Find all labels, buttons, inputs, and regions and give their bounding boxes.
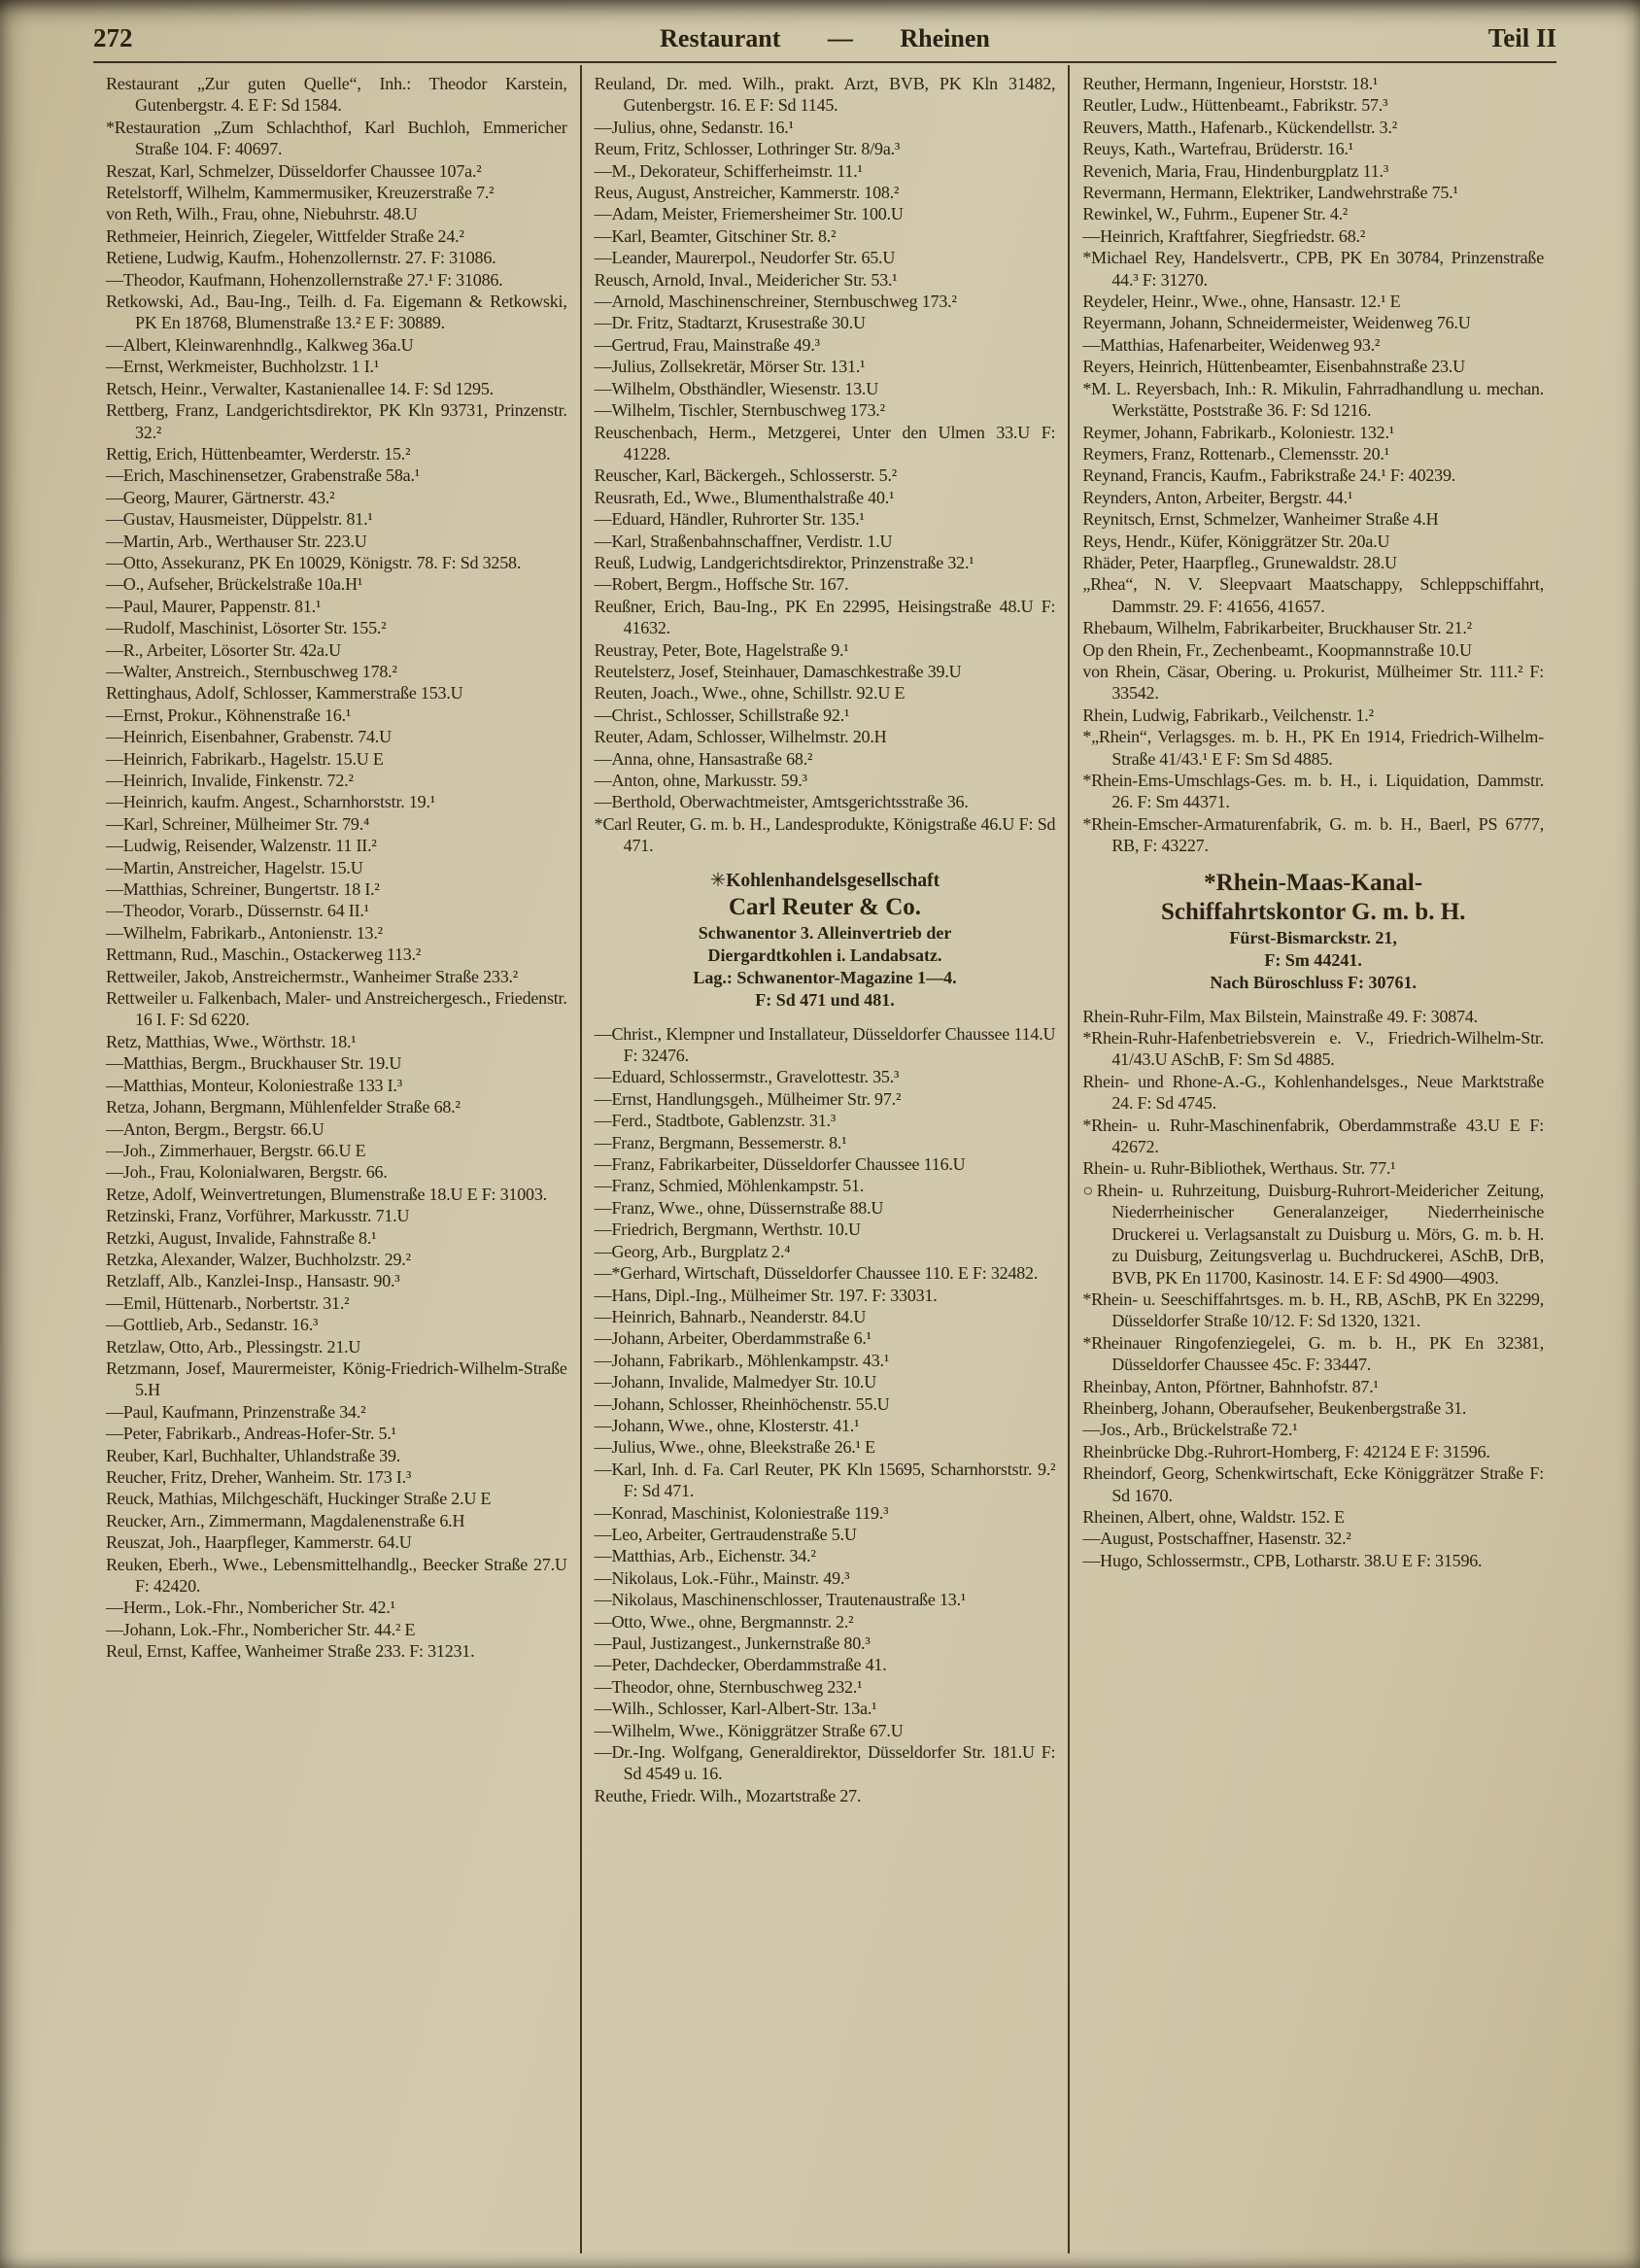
directory-entry: —Otto, Wwe., ohne, Bergmannstr. 2.² — [594, 1611, 854, 1632]
directory-entry: Reuthe, Friedr. Wilh., Mozartstraße 27. — [594, 1785, 862, 1805]
directory-entry: Retsch, Heinr., Verwalter, Kastanienallee 14. F: Sd 1295. — [106, 378, 494, 398]
directory-entry: —Leo, Arbeiter, Gertraudenstraße 5.U — [594, 1524, 857, 1544]
directory-entry: —Karl, Beamter, Gitschiner Str. 8.² — [594, 225, 837, 246]
directory-entry: —Peter, Fabrikarb., Andreas-Hofer-Str. 5.¹ — [106, 1424, 396, 1444]
directory-entry: —Gustav, Hausmeister, Düppelstr. 81.¹ — [106, 509, 373, 530]
directory-entry: Retkowski, Ad., Bau-Ing., Teilh. d. Fa. Eigemann & Retkowski, PK En 18768, Blumenstraße 13.² E F: 30889. — [106, 292, 567, 333]
directory-entry: Revermann, Hermann, Elektriker, Landwehrstraße 75.¹ — [1082, 183, 1458, 203]
directory-entry: Rettinghaus, Adolf, Schlosser, Kammerstraße 153.U — [106, 683, 463, 704]
directory-entry: Reutler, Ludw., Hüttenbeamt., Fabrikstr. 57.³ — [1082, 95, 1388, 116]
directory-entry: —Arnold, Maschinenschreiner, Sternbuschweg 173.² — [594, 292, 957, 312]
directory-entry: —Adam, Meister, Friemersheimer Str. 100.U — [594, 204, 904, 224]
guide-word-right: Rheinen — [900, 24, 990, 52]
directory-entry: —Matthias, Bergm., Bruckhauser Str. 19.U — [106, 1053, 402, 1074]
ad-line: Fürst-Bismarckstr. 21, — [1229, 927, 1397, 947]
directory-entry: Reymer, Johann, Fabrikarb., Koloniestr. 132.¹ — [1082, 422, 1394, 442]
directory-columns — [93, 65, 1556, 2253]
directory-entry: —Albert, Kleinwarenhndlg., Kalkweg 36a.U — [106, 334, 414, 355]
column-middle — [582, 65, 1069, 2253]
directory-entry: Retze, Adolf, Weinvertretungen, Blumenstraße 18.U E F: 31003. — [106, 1184, 547, 1204]
directory-entry: —Theodor, ohne, Sternbuschweg 232.¹ — [594, 1676, 863, 1697]
directory-entry: —*Gerhard, Wirtschaft, Düsseldorfer Chaussee 110. E F: 32482. — [594, 1263, 1039, 1284]
directory-entry: —Dr.-Ing. Wolfgang, Generaldirektor, Düsseldorfer Str. 181.U F: Sd 4549 u. 16. — [594, 1742, 1056, 1784]
directory-entry: Reynders, Anton, Arbeiter, Bergstr. 44.¹ — [1082, 487, 1353, 507]
directory-entry: Rheinbay, Anton, Pförtner, Bahnhofstr. 87.¹ — [1082, 1376, 1379, 1396]
directory-entry: —Matthias, Schreiner, Bungertstr. 18 I.² — [106, 879, 380, 900]
directory-entry: —Anna, ohne, Hansastraße 68.² — [594, 748, 813, 769]
directory-entry: Reys, Hendr., Küfer, Königgrätzer Str. 20a.U — [1082, 531, 1390, 551]
directory-entry: —Emil, Hüttenarb., Norbertstr. 31.² — [106, 1292, 350, 1313]
directory-entry: —Wilhelm, Wwe., Königgrätzer Straße 67.U — [594, 1720, 904, 1740]
directory-entry: „Rhea“, N. V. Sleepvaart Maatschappy, Schleppschiffahrt, Dammstr. 29. F: 41656, 41657. — [1082, 574, 1545, 616]
directory-entry: —Erich, Maschinensetzer, Grabenstraße 58a.¹ — [106, 465, 420, 486]
directory-entry: *Rhein-Ems-Umschlags-Ges. m. b. H., i. Liquidation, Dammstr. 26. F: Sm 44371. — [1082, 771, 1545, 812]
directory-entry: —Johann, Fabrikarb., Möhlenkampstr. 43.¹ — [594, 1350, 890, 1370]
ad-line: Schwanentor 3. Alleinvertrieb der — [698, 922, 952, 943]
directory-entry: —August, Postschaffner, Hasenstr. 32.² — [1082, 1529, 1351, 1549]
directory-entry: —Hugo, Schlossermstr., CPB, Lotharstr. 38.U E F: 31596. — [1082, 1550, 1483, 1570]
directory-entry: Reuther, Hermann, Ingenieur, Horststr. 18.¹ — [1082, 74, 1379, 93]
directory-entry: Retiene, Ludwig, Kaufm., Hohenzollernstr. 27. F: 31086. — [106, 248, 496, 268]
directory-entry: —Johann, Schlosser, Rheinhöchenstr. 55.U — [594, 1393, 890, 1414]
directory-entry: *Rheinauer Ringofenziegelei, G. m. b. H., PK En 32381, Düsseldorfer Chaussee 45c. F: 33447. — [1082, 1332, 1545, 1375]
directory-entry: ○Rhein- u. Ruhrzeitung, Duisburg-Ruhrort-Meidericher Zeitung, Niederrheinischer Generalanzeiger, Niederrheinische Druckerei u. Verlagsanstalt zu Duisburg u. Mörs, G. m. b. H. zu Duisburg, Zeitungsverlag u. Buchdruckerei, ASchB, DrB, BVB, PK En 11700, Kasinostr. 14. E F: Sd 4900—4903. — [1082, 1180, 1545, 1288]
directory-entry: Rhäder, Peter, Haarpfleg., Grunewaldstr. 28.U — [1082, 552, 1397, 572]
directory-entry: —Julius, Wwe., ohne, Bleekstraße 26.¹ E — [594, 1437, 875, 1458]
directory-entry: Retzlaff, Alb., Kanzlei-Insp., Hansastr. 90.³ — [106, 1271, 400, 1291]
part-label: Teil II — [1487, 23, 1556, 52]
directory-entry: —Gertrud, Frau, Mainstraße 49.³ — [594, 334, 820, 355]
directory-entry: —Johann, Lok.-Fhr., Nombericher Str. 44.² E — [106, 1619, 416, 1639]
directory-entry: Reynand, Francis, Kaufm., Fabrikstraße 24.¹ F: 40239. — [1082, 465, 1456, 486]
directory-entry: Reus, August, Anstreicher, Kammerstr. 108.² — [594, 183, 900, 203]
directory-entry: Reutelsterz, Josef, Steinhauer, Damaschkestraße 39.U — [594, 661, 962, 681]
directory-entry: —Gottlieb, Arb., Sedanstr. 16.³ — [106, 1315, 319, 1335]
page-header — [93, 23, 1556, 53]
directory-entry: Op den Rhein, Fr., Zechenbeamt., Koopmannstraße 10.U — [1082, 639, 1472, 660]
directory-entry: —Franz, Schmied, Möhlenkampstr. 51. — [594, 1176, 865, 1196]
guide-separator-dash: — — [827, 24, 853, 52]
directory-entry: Reyermann, Johann, Schneidermeister, Weidenweg 76.U — [1082, 313, 1471, 333]
directory-entry: —Georg, Arb., Burgplatz 2.⁴ — [594, 1241, 791, 1261]
directory-entry: Reuland, Dr. med. Wilh., prakt. Arzt, BVB, PK Kln 31482, Gutenbergstr. 16. E F: Sd 1145. — [594, 74, 1056, 116]
directory-entry: —Christ., Klempner und Installateur, Düsseldorfer Chaussee 114.U F: 32476. — [594, 1023, 1056, 1066]
directory-entry: —M., Dekorateur, Schifferheimstr. 11.¹ — [594, 160, 863, 181]
directory-entry: *„Rhein“, Verlagsges. m. b. H., PK En 1914, Friedrich-Wilhelm-Straße 41/43.¹ E F: Sm Sd 4885. — [1082, 727, 1545, 769]
directory-entry: Rewinkel, W., Fuhrm., Eupener Str. 4.² — [1082, 204, 1349, 224]
directory-entry: Reszat, Karl, Schmelzer, Düsseldorfer Chaussee 107a.² — [106, 160, 482, 181]
directory-entry: Rhein, Ludwig, Fabrikarb., Veilchenstr. 1.² — [1082, 704, 1374, 725]
directory-entry: Reuschenbach, Herm., Metzgerei, Unter den Ulmen 33.U F: 41228. — [594, 422, 1056, 464]
directory-entry: Rettig, Erich, Hüttenbeamter, Werderstr. 15.² — [106, 443, 411, 464]
directory-entry: —Johann, Wwe., ohne, Klosterstr. 41.¹ — [594, 1415, 860, 1435]
directory-entry: —Julius, Zollsekretär, Mörser Str. 131.¹ — [594, 357, 866, 377]
directory-entry: —Anton, ohne, Markusstr. 59.³ — [594, 771, 807, 790]
directory-entry: *Rhein- u. Seeschiffahrtsges. m. b. H., RB, ASchB, PK En 32299, Düsseldorfer Straße 10/12. F: Sd 1320, 1321. — [1082, 1289, 1545, 1331]
directory-entry: —Theodor, Vorarb., Düssernstr. 64 II.¹ — [106, 901, 369, 921]
directory-entry: Rettberg, Franz, Landgerichtsdirektor, PK Kln 93731, Prinzenstr. 32.² — [106, 400, 567, 442]
directory-entry: *Michael Rey, Handelsvertr., CPB, PK En 30784, Prinzenstraße 44.³ F: 31270. — [1082, 248, 1545, 290]
directory-entry: *Rhein-Ruhr-Hafenbetriebsverein e. V., Friedrich-Wilhelm-Str. 41/43.U ASchB, F: Sm Sd 4885. — [1082, 1028, 1545, 1070]
directory-entry: *Rhein-Emscher-Armaturenfabrik, G. m. b. H., Baerl, PS 6777, RB, F: 43227. — [1082, 813, 1545, 856]
directory-entry: —Konrad, Maschinist, Koloniestraße 119.³ — [594, 1502, 889, 1523]
directory-entry: —Matthias, Monteur, Koloniestraße 133 I.³ — [106, 1075, 402, 1095]
ad-line: F: Sm 44241. — [1264, 949, 1362, 970]
ad-line: F: Sd 471 und 481. — [755, 989, 895, 1010]
directory-entry: Reustray, Peter, Bote, Hagelstraße 9.¹ — [594, 639, 849, 660]
directory-entry: Reuken, Eberh., Wwe., Lebensmittelhandlg., Beecker Straße 27.U F: 42420. — [106, 1554, 567, 1597]
ad-line: Lag.: Schwanentor-Magazine 1—4. — [693, 967, 957, 987]
directory-entry: —Berthold, Oberwachtmeister, Amtsgerichtsstraße 36. — [594, 792, 969, 812]
directory-entry: Rhein-Ruhr-Film, Max Bilstein, Mainstraße 49. F: 30874. — [1082, 1006, 1478, 1026]
ad-line: Nach Büroschluss F: 30761. — [1210, 972, 1418, 992]
directory-entry: —Franz, Wwe., ohne, Düssernstraße 88.U — [594, 1197, 884, 1218]
directory-entry: Restaurant „Zur guten Quelle“, Inh.: Theodor Karstein, Gutenbergstr. 4. E F: Sd 1584. — [106, 74, 567, 116]
directory-entry: —Joh., Frau, Kolonialwaren, Bergstr. 66. — [106, 1162, 388, 1183]
directory-entry: —Wilhelm, Tischler, Sternbuschweg 173.² — [594, 400, 885, 421]
directory-entry: —Heinrich, Bahnarb., Neanderstr. 84.U — [594, 1306, 867, 1326]
directory-entry: Retelstorff, Wilhelm, Kammermusiker, Kreuzerstraße 7.² — [106, 183, 495, 203]
directory-entry: —Karl, Straßenbahnschaffner, Verdistr. 1.U — [594, 531, 893, 551]
directory-entry: —Anton, Bergm., Bergstr. 66.U — [106, 1118, 325, 1139]
directory-entry: —Johann, Invalide, Malmedyer Str. 10.U — [594, 1372, 877, 1392]
directory-entry: —Rudolf, Maschinist, Lösorter Str. 155.² — [106, 618, 387, 638]
directory-entry: —Ernst, Handlungsgeh., Mülheimer Str. 97.² — [594, 1088, 902, 1109]
directory-entry: —Hans, Dipl.-Ing., Mülheimer Str. 197. F: 33031. — [594, 1285, 938, 1305]
directory-entry: Retz, Matthias, Wwe., Wörthstr. 18.¹ — [106, 1031, 357, 1051]
directory-entry: Rhebaum, Wilhelm, Fabrikarbeiter, Bruckhauser Str. 21.² — [1082, 618, 1472, 638]
directory-entry: *Rhein- u. Ruhr-Maschinenfabrik, Oberdammstraße 43.U E F: 42672. — [1082, 1115, 1545, 1157]
directory-entry: —Friedrich, Bergmann, Werthstr. 10.U — [594, 1220, 861, 1240]
column-left — [93, 65, 580, 2253]
directory-entry: —Jos., Arb., Brückelstraße 72.¹ — [1082, 1420, 1298, 1440]
directory-entry: —Nikolaus, Maschinenschlosser, Trautenaustraße 13.¹ — [594, 1590, 967, 1610]
directory-entry: —Paul, Maurer, Pappenstr. 81.¹ — [106, 596, 322, 616]
directory-entry: —Georg, Maurer, Gärtnerstr. 43.² — [106, 487, 335, 507]
ad-line: Carl Reuter & Co. — [728, 893, 922, 920]
directory-entry: Reydeler, Heinr., Wwe., ohne, Hansastr. 12.¹ E — [1082, 292, 1401, 312]
directory-entry: —Robert, Bergm., Hoffsche Str. 167. — [594, 574, 849, 595]
directory-entry: —Heinrich, Eisenbahner, Grabenstr. 74.U — [106, 727, 392, 747]
directory-entry: Rhein- u. Ruhr-Bibliothek, Werthaus. Str. 77.¹ — [1082, 1158, 1396, 1179]
directory-entry: von Reth, Wilh., Frau, ohne, Niebuhrstr. 48.U — [106, 204, 418, 224]
ad-line: *Rhein-Maas-Kanal- — [1204, 869, 1423, 896]
directory-entry: —Wilhelm, Obsthändler, Wiesenstr. 13.U — [594, 378, 879, 398]
directory-entry: —Julius, ohne, Sedanstr. 16.¹ — [594, 117, 794, 137]
directory-entry: Reuter, Adam, Schlosser, Wilhelmstr. 20.H — [594, 727, 887, 747]
ad-line: Schiffahrtskontor G. m. b. H. — [1160, 898, 1466, 925]
guide-word-left: Restaurant — [660, 24, 781, 52]
directory-entry: Reuys, Kath., Wartefrau, Brüderstr. 16.¹ — [1082, 139, 1353, 159]
directory-entry: von Rhein, Cäsar, Obering. u. Prokurist, Mülheimer Str. 111.² F: 33542. — [1082, 661, 1545, 704]
directory-entry: —Paul, Justizangest., Junkernstraße 80.³ — [594, 1633, 871, 1653]
directory-entry: Reuber, Karl, Buchhalter, Uhlandstraße 39. — [106, 1445, 401, 1465]
directory-entry: Reuten, Joach., Wwe., ohne, Schillstr. 92.U E — [594, 683, 905, 704]
directory-entry: —Christ., Schlosser, Schillstraße 92.¹ — [594, 704, 850, 725]
ad-line: ✳Kohlenhandelsgesellschaft — [709, 870, 940, 891]
directory-entry: *Carl Reuter, G. m. b. H., Landesprodukte, Königstraße 46.U F: Sd 471. — [594, 813, 1056, 856]
directory-entry: —Wilhelm, Fabrikarb., Antonienstr. 13.² — [106, 922, 383, 943]
directory-entry: Revenich, Maria, Frau, Hindenburgplatz 11.³ — [1082, 160, 1389, 181]
directory-entry: —Karl, Schreiner, Mülheimer Str. 79.⁴ — [106, 813, 370, 834]
directory-entry: —Wilh., Schlosser, Karl-Albert-Str. 13a.¹ — [594, 1699, 877, 1719]
directory-entry: *M. L. Reyersbach, Inh.: R. Mikulin, Fahrradhandlung u. mechan. Werkstätte, Poststraße 36. F: Sd 1216. — [1082, 378, 1545, 421]
directory-entry: —Johann, Arbeiter, Oberdammstraße 6.¹ — [594, 1328, 871, 1349]
directory-entry: Retzka, Alexander, Walzer, Buchholzstr. 29.² — [106, 1249, 411, 1269]
directory-entry: Rheinberg, Johann, Oberaufseher, Beukenbergstraße 31. — [1082, 1397, 1467, 1418]
directory-entry: Rheinbrücke Dbg.-Ruhrort-Homberg, F: 42124 E F: 31596. — [1082, 1441, 1490, 1461]
directory-entry: —Matthias, Arb., Eichenstr. 34.² — [594, 1546, 816, 1566]
directory-entry: *Restauration „Zum Schlachthof, Karl Buchloh, Emmericher Straße 104. F: 40697. — [106, 117, 567, 159]
directory-entry: Rheinen, Albert, ohne, Waldstr. 152. E — [1082, 1506, 1345, 1527]
directory-entry: Rettmann, Rud., Maschin., Ostackerweg 113.² — [106, 945, 422, 965]
directory-entry: —O., Aufseher, Brückelstraße 10a.H¹ — [106, 574, 363, 595]
directory-entry: Reuvers, Matth., Hafenarb., Kückendellstr. 3.² — [1082, 117, 1397, 137]
directory-entry: —Dr. Fritz, Stadtarzt, Krusestraße 30.U — [594, 313, 866, 333]
directory-entry: —Ernst, Prokur., Köhnenstraße 16.¹ — [106, 704, 352, 725]
directory-entry: —Franz, Fabrikarbeiter, Düsseldorfer Chaussee 116.U — [594, 1154, 966, 1175]
directory-entry: Rethmeier, Heinrich, Ziegeler, Wittfelder Straße 24.² — [106, 225, 464, 246]
directory-entry: —Karl, Inh. d. Fa. Carl Reuter, PK Kln 15695, Scharnhorststr. 9.² F: Sd 471. — [594, 1459, 1056, 1501]
directory-entry: Reuszat, Joh., Haarpfleger, Kammerstr. 64.U — [106, 1532, 412, 1553]
directory-entry: Reuß, Ludwig, Landgerichtsdirektor, Prinzenstraße 32.¹ — [594, 552, 974, 572]
directory-entry: —Franz, Bergmann, Bessemerstr. 8.¹ — [594, 1132, 847, 1152]
directory-entry: Reusch, Arnold, Inval., Meidericher Str. 53.¹ — [594, 269, 898, 290]
directory-entry: —Heinrich, Invalide, Finkenstr. 72.² — [106, 771, 354, 790]
directory-entry: Rettweiler, Jakob, Anstreichermstr., Wanheimer Straße 233.² — [106, 966, 518, 986]
directory-entry: —Herm., Lok.-Fhr., Nombericher Str. 42.¹ — [106, 1598, 395, 1618]
ad-line: Diergardtkohlen i. Landabsatz. — [707, 945, 942, 965]
column-right — [1070, 65, 1556, 2253]
directory-entry: —Joh., Zimmerhauer, Bergstr. 66.U E — [106, 1140, 366, 1160]
directory-entry: —Matthias, Hafenarbeiter, Weidenweg 93.² — [1082, 334, 1381, 355]
directory-entry: Retza, Johann, Bergmann, Mühlenfelder Straße 68.² — [106, 1097, 461, 1117]
directory-entry: —Theodor, Kaufmann, Hohenzollernstraße 27.¹ F: 31086. — [106, 269, 503, 290]
directory-entry: Reul, Ernst, Kaffee, Wanheimer Straße 233. F: 31231. — [106, 1641, 475, 1662]
directory-entry: Retzinski, Franz, Vorführer, Markusstr. 71.U — [106, 1206, 410, 1226]
directory-entry: Rettweiler u. Falkenbach, Maler- und Anstreichergesch., Friedenstr. 16 I. F: Sd 6220. — [106, 988, 567, 1030]
directory-entry: —Eduard, Schlossermstr., Gravelottestr. 35.³ — [594, 1067, 900, 1087]
directory-entry: Rhein- und Rhone-A.-G., Kohlenhandelsges., Neue Marktstraße 24. F: Sd 4745. — [1082, 1071, 1545, 1114]
directory-entry: —Ferd., Stadtbote, Gablenzstr. 31.³ — [594, 1111, 837, 1131]
directory-entry: —Nikolaus, Lok.-Führ., Mainstr. 49.³ — [594, 1567, 850, 1588]
directory-entry: Retzlaw, Otto, Arb., Plessingstr. 21.U — [106, 1336, 361, 1357]
directory-entry: —Leander, Maurerpol., Neudorfer Str. 65.U — [594, 248, 896, 268]
directory-entry: Retzmann, Josef, Maurermeister, König-Friedrich-Wilhelm-Straße 5.H — [106, 1357, 567, 1400]
directory-entry: Reuscher, Karl, Bäckergeh., Schlosserstr. 5.² — [594, 465, 897, 486]
directory-entry: Retzki, August, Invalide, Fahnstraße 8.¹ — [106, 1227, 377, 1248]
guide-words — [239, 24, 1411, 53]
directory-entry: Reuck, Mathias, Milchgeschäft, Huckinger Straße 2.U E — [106, 1489, 492, 1509]
directory-entry: —Ludwig, Reisender, Walzenstr. 11 II.² — [106, 836, 377, 856]
directory-entry: —Eduard, Händler, Ruhrorter Str. 135.¹ — [594, 509, 865, 530]
directory-entry: Reum, Fritz, Schlosser, Lothringer Str. 8/9a.³ — [594, 139, 901, 159]
directory-entry: —Heinrich, Kraftfahrer, Siegfriedstr. 68.² — [1082, 225, 1366, 246]
directory-entry: Reusrath, Ed., Wwe., Blumenthalstraße 40.¹ — [594, 487, 895, 507]
directory-entry: Reußner, Erich, Bau-Ing., PK En 22995, Heisingstraße 48.U F: 41632. — [594, 596, 1056, 638]
header-rule — [93, 61, 1556, 63]
directory-entry: —Martin, Anstreicher, Hagelstr. 15.U — [106, 857, 363, 877]
directory-entry: —Heinrich, kaufm. Angest., Scharnhorststr. 19.¹ — [106, 792, 435, 812]
directory-entry: —R., Arbeiter, Lösorter Str. 42a.U — [106, 639, 341, 660]
directory-entry: Reynitsch, Ernst, Schmelzer, Wanheimer Straße 4.H — [1082, 509, 1439, 530]
directory-entry: —Walter, Anstreich., Sternbuschweg 178.² — [106, 661, 397, 681]
directory-entry: Reymers, Franz, Rottenarb., Clemensstr. 20.¹ — [1082, 443, 1389, 464]
directory-entry: Reucher, Fritz, Dreher, Wanheim. Str. 173 I.³ — [106, 1467, 412, 1487]
directory-entry: Rheindorf, Georg, Schenkwirtschaft, Ecke Königgrätzer Straße F: Sd 1670. — [1082, 1463, 1545, 1505]
directory-entry: Reucker, Arn., Zimmermann, Magdalenenstraße 6.H — [106, 1510, 465, 1530]
page-number: 272 — [93, 23, 133, 52]
directory-entry: Reyers, Heinrich, Hüttenbeamter, Eisenbahnstraße 23.U — [1082, 357, 1465, 377]
directory-entry: —Ernst, Werkmeister, Buchholzstr. 1 I.¹ — [106, 357, 380, 377]
directory-entry: —Heinrich, Fabrikarb., Hagelstr. 15.U E — [106, 748, 384, 769]
directory-entry: —Otto, Assekuranz, PK En 10029, Königstr. 78. F: Sd 3258. — [106, 552, 522, 572]
directory-entry: —Martin, Arb., Werthauser Str. 223.U — [106, 531, 367, 551]
directory-entry: —Peter, Dachdecker, Oberdammstraße 41. — [594, 1655, 887, 1675]
directory-entry: —Paul, Kaufmann, Prinzenstraße 34.² — [106, 1401, 366, 1422]
